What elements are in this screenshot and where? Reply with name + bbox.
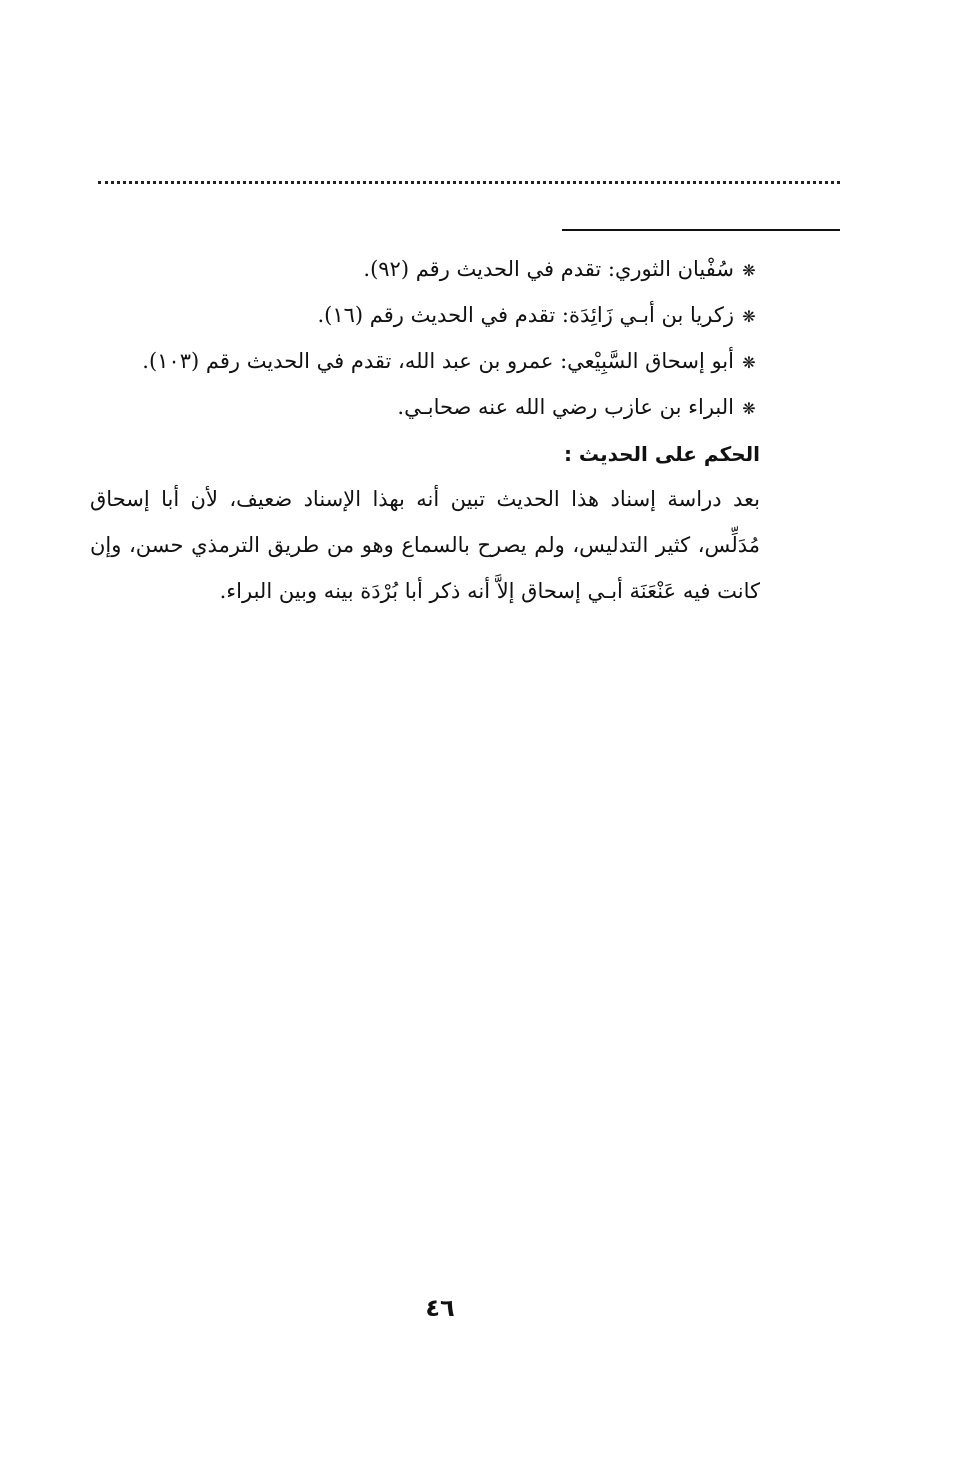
footnote-item xyxy=(90,246,760,292)
ruling-heading: الحكم على الحديث : xyxy=(563,442,760,466)
footnote-text: البراء بن عازب رضي الله عنه صحابـي. xyxy=(397,395,734,419)
footnote-item xyxy=(90,292,760,338)
asterisk-bullet-icon: ❋ xyxy=(742,261,756,280)
footnote-item xyxy=(90,338,760,384)
page-number: ٤٦ xyxy=(425,1294,455,1322)
footnote-text: أبو إسحاق السَّبِيْعي: عمرو بن عبد الله، تقدم في الحديث رقم (١٠٣). xyxy=(142,349,734,373)
asterisk-bullet-icon: ❋ xyxy=(742,353,756,372)
footnote-rule xyxy=(562,229,840,231)
ruling-paragraph: بعد دراسة إسناد هذا الحديث تبين أنه بهذا الإسناد ضعيف، لأن أبا إسحاق مُدَلِّس، كثير التدليس، ولم يصرح بالسماع وهو من طريق الترمذي حسن، وإن كانت فيه عَنْعَنَة أبـي إسحاق إلاَّ أنه ذكر أبا بُرْدَة بينه وبين البراء. xyxy=(90,487,760,603)
asterisk-bullet-icon: ❋ xyxy=(742,399,756,418)
dotted-separator xyxy=(98,181,840,184)
footnote-text: سُفْيان الثوري: تقدم في الحديث رقم (٩٢). xyxy=(363,257,734,281)
footnote-item xyxy=(90,384,760,430)
footnote-text: زكريا بن أبـي زَائِدَة: تقدم في الحديث رقم (١٦). xyxy=(317,303,734,327)
page-content xyxy=(90,246,760,614)
asterisk-bullet-icon: ❋ xyxy=(742,307,756,326)
